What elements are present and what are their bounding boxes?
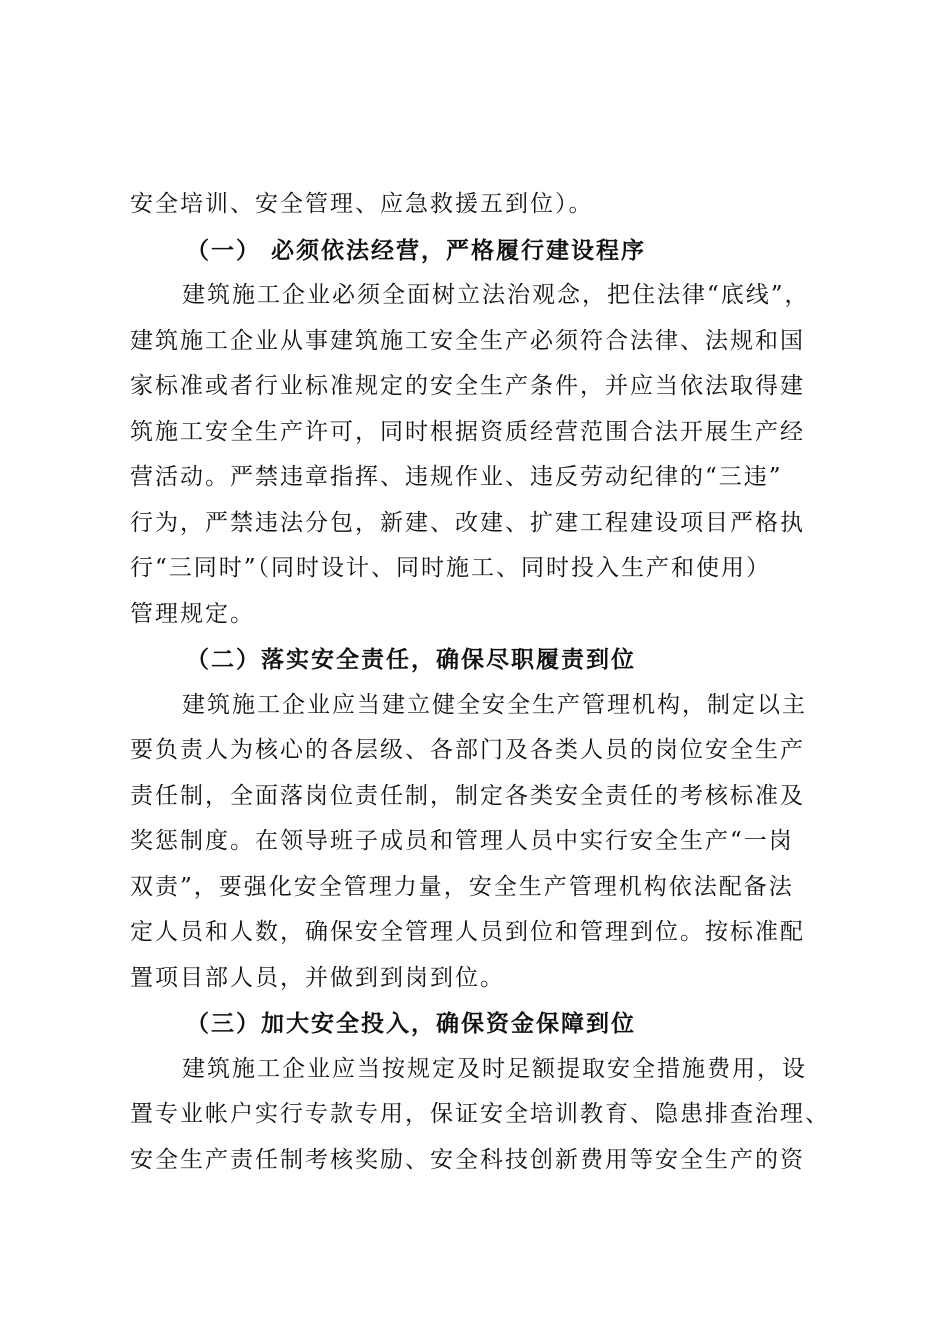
body-line: 要负责人为核心的各层级、各部门及各类人员的岗位安全生产 (130, 737, 805, 763)
section-heading-2: （二）落实安全责任，确保尽职履责到位 (186, 646, 636, 673)
body-line: 建筑施工企业应当按规定及时足额提取安全措施费用，设 (182, 1055, 807, 1082)
body-line: 双责”，要强化安全管理力量，安全生产管理机构依法配备法 (130, 873, 794, 900)
body-line: 定人员和人数，确保安全管理人员到位和管理到位。按标准配 (130, 919, 805, 945)
document-body (130, 182, 830, 1183)
body-line: 筑施工安全生产许可，同时根据资质经营范围合法开展生产经 (130, 418, 805, 445)
body-line: 置项目部人员，并做到到岗到位。 (130, 964, 505, 991)
body-line: 营活动。严禁违章指挥、违规作业、违反劳动纪律的“三违” (130, 464, 783, 490)
section-heading-1: （一） 必须依法经营，严格履行建设程序 (186, 236, 647, 264)
body-line: 奖惩制度。在领导班子成员和管理人员中实行安全生产“一岗 (130, 828, 794, 854)
section-heading-3: （三）加大安全投入，确保资金保障到位 (186, 1010, 636, 1037)
body-line: 家标准或者行业标准规定的安全生产条件，并应当依法取得建 (130, 373, 805, 399)
body-line: 建筑施工企业从事建筑施工安全生产必须符合法律、法规和国 (130, 327, 805, 354)
body-line: 建筑施工企业应当建立健全安全生产管理机构，制定以主 (182, 691, 807, 718)
body-line: 建筑施工企业必须全面树立法治观念，把住法律“底线”， (182, 282, 810, 308)
body-line: 行“三同时”（同时设计、同时施工、同时投入生产和使用） (130, 555, 772, 581)
body-line: 置专业帐户实行专款专用，保证安全培训教育、隐患排查治理、 (130, 1101, 830, 1127)
body-line: 管理规定。 (130, 600, 255, 627)
body-line: 安全培训、安全管理、应急救援五到位）。 (130, 191, 594, 217)
body-line: 安全生产责任制考核奖励、安全科技创新费用等安全生产的资 (130, 1146, 805, 1173)
body-line: 责任制，全面落岗位责任制，制定各类安全责任的考核标准及 (130, 782, 805, 809)
body-line: 行为，严禁违法分包，新建、改建、扩建工程建设项目严格执 (130, 509, 805, 536)
